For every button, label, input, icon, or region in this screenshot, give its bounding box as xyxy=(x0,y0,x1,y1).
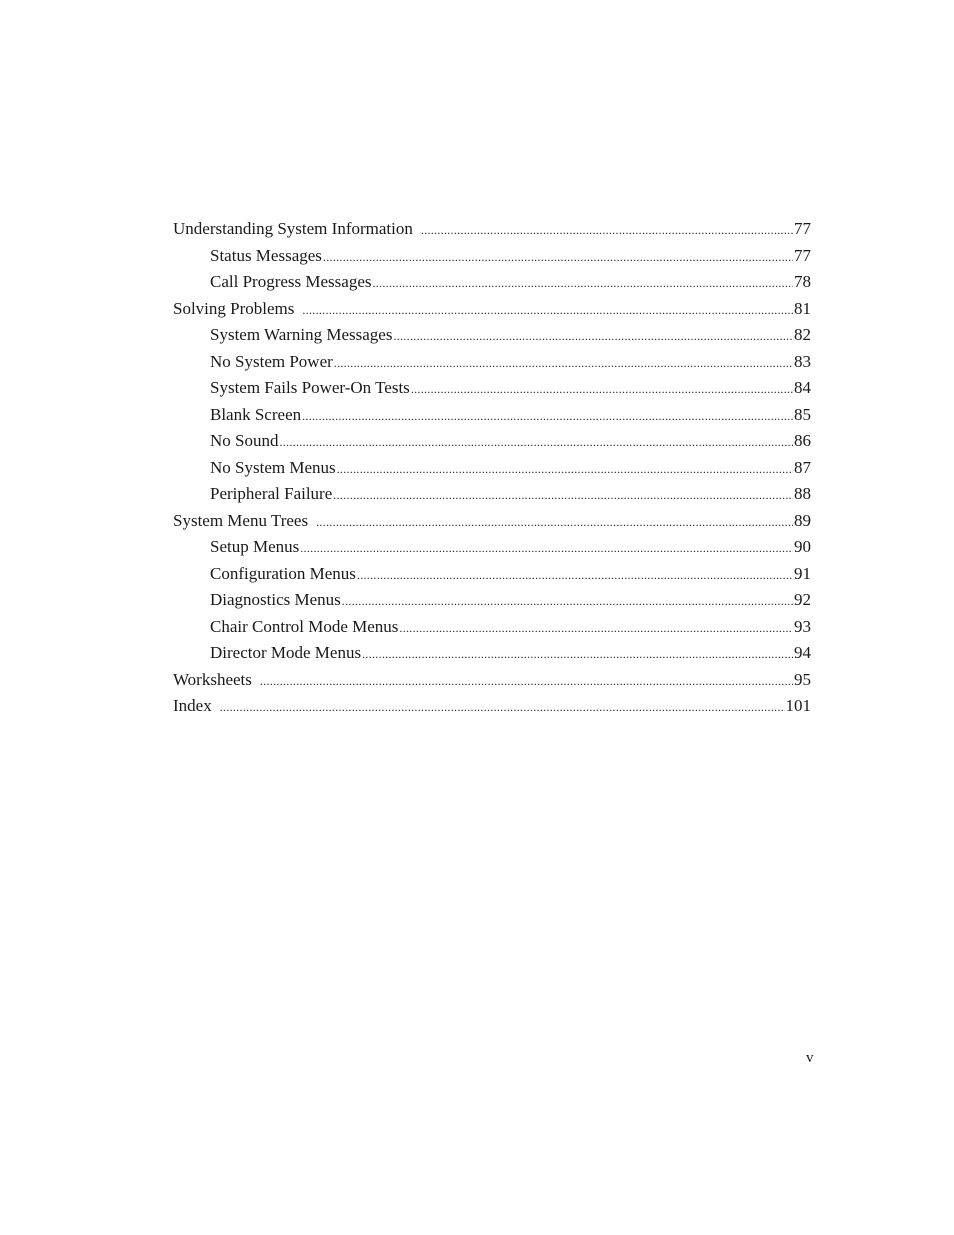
toc-entry-page: 90 xyxy=(794,537,811,556)
toc-entry-page: 93 xyxy=(794,616,811,636)
toc-entry-title: No Sound xyxy=(210,431,279,450)
toc-entry-leader xyxy=(357,562,793,588)
toc-entry[interactable] xyxy=(173,640,811,667)
toc-entry-page: 78 xyxy=(794,272,811,291)
toc-entry-title: System Warning Messages xyxy=(210,325,393,344)
toc-entry[interactable] xyxy=(173,667,811,694)
table-of-contents xyxy=(173,216,811,720)
page-number: v xyxy=(806,1050,814,1066)
toc-entry-page: 86 xyxy=(794,431,811,450)
toc-entry-title: Index xyxy=(173,696,212,715)
toc-entry-leader xyxy=(302,297,793,323)
toc-entry-title: Chair Control Mode Menus xyxy=(210,616,399,636)
toc-entry-title: Configuration Menus xyxy=(210,563,356,583)
toc-entry-leader xyxy=(421,217,793,243)
toc-entry-title: Worksheets xyxy=(173,669,252,689)
toc-entry[interactable] xyxy=(173,243,811,270)
toc-entry-page: 95 xyxy=(794,669,811,689)
toc-entry-leader xyxy=(333,482,793,508)
toc-entry-leader xyxy=(399,615,793,641)
toc-entry-leader xyxy=(300,535,793,561)
toc-entry[interactable] xyxy=(173,349,811,376)
toc-entry-title: Setup Menus xyxy=(210,537,300,556)
toc-entry-title: Status Messages xyxy=(210,245,322,265)
toc-entry-title: Director Mode Menus xyxy=(210,643,362,662)
toc-entry-leader xyxy=(337,456,793,482)
toc-entry-leader xyxy=(362,641,793,667)
toc-entry-page: 87 xyxy=(794,457,811,477)
toc-entry-leader xyxy=(316,509,793,535)
toc-entry-page: 77 xyxy=(794,245,811,265)
toc-entry[interactable] xyxy=(173,269,811,296)
toc-entry[interactable] xyxy=(173,587,811,614)
toc-entry-leader xyxy=(411,376,793,402)
toc-entry-page: 83 xyxy=(794,351,811,371)
toc-entry[interactable] xyxy=(173,614,811,641)
toc-entry-page: 85 xyxy=(794,404,811,424)
toc-entry[interactable] xyxy=(173,402,811,429)
toc-entry[interactable] xyxy=(173,322,811,349)
toc-entry-leader xyxy=(342,588,793,614)
toc-entry-title: Call Progress Messages xyxy=(210,272,372,291)
toc-entry-page: 81 xyxy=(794,298,811,318)
toc-entry-leader xyxy=(279,429,793,455)
toc-entry-page: 82 xyxy=(794,325,811,344)
toc-entry[interactable] xyxy=(173,534,811,561)
toc-entry-page: 84 xyxy=(794,378,811,397)
toc-entry-page: 101 xyxy=(785,696,811,715)
toc-entry-page: 88 xyxy=(794,484,811,503)
toc-entry-title: Understanding System Information xyxy=(173,219,413,238)
toc-entry[interactable] xyxy=(173,216,811,243)
toc-entry-page: 92 xyxy=(794,590,811,609)
toc-entry-leader xyxy=(302,403,793,429)
toc-entry[interactable] xyxy=(173,693,811,720)
toc-entry-title: No System Power xyxy=(210,351,333,371)
toc-entry-page: 94 xyxy=(794,643,811,662)
toc-entry-title: Blank Screen xyxy=(210,404,302,424)
toc-entry-page: 89 xyxy=(794,510,811,530)
toc-entry-title: System Fails Power-On Tests xyxy=(210,378,410,397)
toc-entry[interactable] xyxy=(173,296,811,323)
toc-entry[interactable] xyxy=(173,375,811,402)
toc-entry-leader xyxy=(334,350,793,376)
toc-entry-title: No System Menus xyxy=(210,457,336,477)
toc-entry-title: Solving Problems xyxy=(173,298,295,318)
toc-entry-title: Peripheral Failure xyxy=(210,484,333,503)
toc-entry[interactable] xyxy=(173,455,811,482)
toc-entry-page: 91 xyxy=(794,563,811,583)
toc-entry-title: System Menu Trees xyxy=(173,510,309,530)
toc-entry-leader xyxy=(323,244,793,270)
toc-entry[interactable] xyxy=(173,481,811,508)
toc-entry-title: Diagnostics Menus xyxy=(210,590,341,609)
toc-entry[interactable] xyxy=(173,561,811,588)
toc-entry-leader xyxy=(220,694,785,720)
toc-entry-page: 77 xyxy=(794,219,811,238)
toc-entry[interactable] xyxy=(173,508,811,535)
toc-entry[interactable] xyxy=(173,428,811,455)
toc-entry-leader xyxy=(260,668,793,694)
toc-entry-leader xyxy=(372,270,793,296)
toc-entry-leader xyxy=(393,323,793,349)
